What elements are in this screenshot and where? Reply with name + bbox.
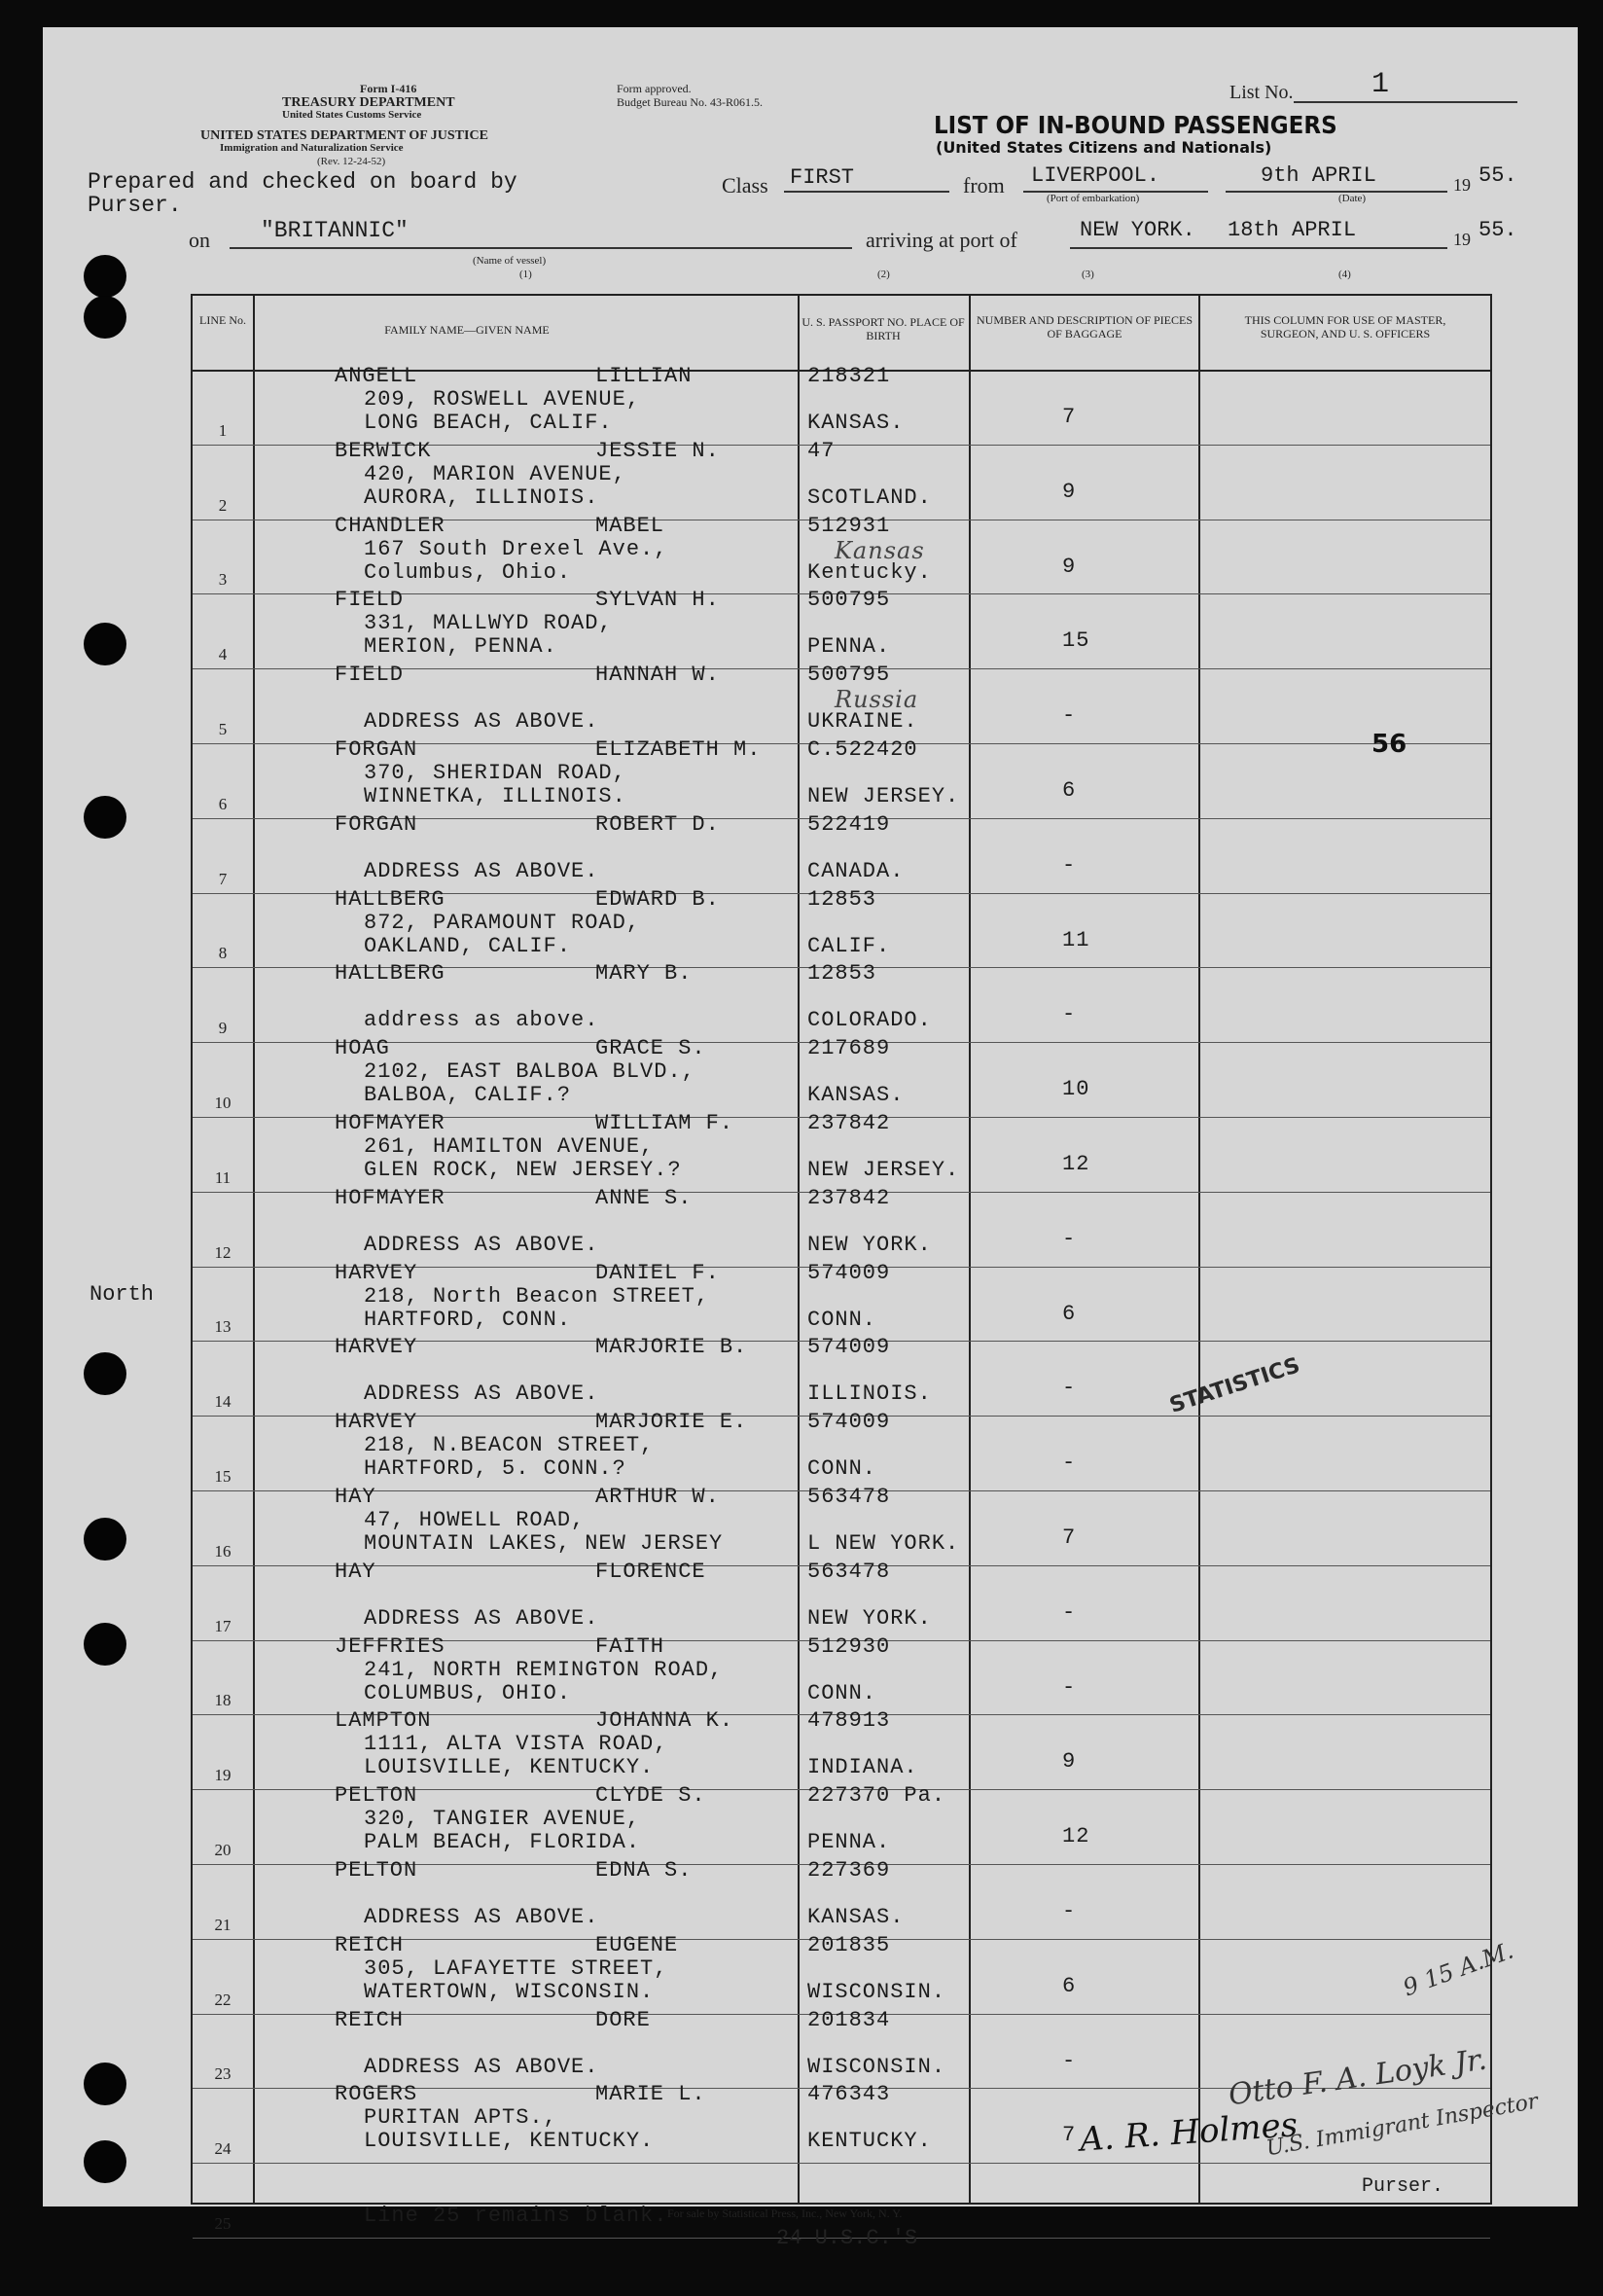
family-name: LAMPTON bbox=[335, 1708, 432, 1734]
baggage-count: 9 bbox=[1062, 554, 1077, 579]
birth-place: PENNA. bbox=[807, 634, 891, 660]
table-row bbox=[193, 1185, 1490, 1268]
punch-hole bbox=[84, 1352, 126, 1395]
passport-number: 574009 bbox=[807, 1410, 891, 1435]
baggage-count: 9 bbox=[1062, 479, 1077, 504]
passport-number: 476343 bbox=[807, 2082, 891, 2107]
address-line-2: AURORA, ILLINOIS. bbox=[364, 484, 599, 510]
address-line-1: 218, North Beacon STREET, bbox=[364, 1283, 710, 1309]
baggage-count: 6 bbox=[1062, 778, 1077, 803]
family-name: REICH bbox=[335, 1932, 405, 1957]
address-line-1: 872, PARAMOUNT ROAD, bbox=[364, 910, 641, 935]
treasury-dept: TREASURY DEPARTMENT bbox=[282, 95, 455, 110]
prepared-note-2: Purser. bbox=[88, 193, 182, 218]
col-passport-header: U. S. PASSPORT NO. PLACE OF BIRTH bbox=[802, 315, 965, 342]
given-name: FLORENCE bbox=[595, 1559, 706, 1584]
table-row bbox=[193, 1783, 1490, 1865]
punch-hole bbox=[84, 296, 126, 339]
address-line-2: ADDRESS AS ABOVE. bbox=[364, 858, 599, 883]
passport-number: 512930 bbox=[807, 1633, 891, 1659]
passport-number: 522419 bbox=[807, 811, 891, 837]
family-name: HALLBERG bbox=[335, 886, 445, 912]
baggage-count: 9 bbox=[1062, 1749, 1077, 1775]
list-no-label: List No. bbox=[1229, 82, 1294, 103]
family-name: HALLBERG bbox=[335, 961, 445, 987]
given-name: MARJORIE E. bbox=[595, 1410, 748, 1435]
birth-place: Kentucky. bbox=[807, 559, 932, 585]
customs-service: United States Customs Service bbox=[282, 109, 422, 121]
given-name: ELIZABETH M. bbox=[595, 737, 762, 762]
table-row bbox=[193, 1260, 1490, 1343]
address-line-2: PALM BEACH, FLORIDA. bbox=[364, 1830, 641, 1855]
birth-place: CONN. bbox=[807, 1456, 877, 1482]
line-number: 18 bbox=[214, 1691, 232, 1710]
table-row bbox=[193, 1485, 1490, 1566]
line-number: 7 bbox=[218, 869, 228, 888]
line-number: 9 bbox=[218, 1019, 228, 1038]
line-number: 12 bbox=[214, 1242, 232, 1262]
line-number: 24 bbox=[214, 2139, 232, 2159]
address-line-1: 261, HAMILTON AVENUE, bbox=[364, 1134, 655, 1159]
given-name: MARJORIE B. bbox=[595, 1335, 748, 1360]
address-line-2: ADDRESS AS ABOVE. bbox=[364, 1905, 599, 1929]
purser-label: Purser. bbox=[1362, 2175, 1444, 2198]
baggage-count: - bbox=[1062, 852, 1077, 878]
arrival-port: NEW YORK. bbox=[1080, 218, 1195, 242]
baggage-count: - bbox=[1062, 1226, 1077, 1251]
class-label: Class bbox=[722, 173, 768, 197]
birth-place: KANSAS. bbox=[807, 1905, 905, 1929]
footer-press: For sale by Statistical Press, Inc., New York, N. Y. bbox=[667, 2206, 903, 2220]
birth-place: PENNA. bbox=[807, 1830, 891, 1855]
statistics-stamp: STATISTICS bbox=[1166, 1353, 1303, 1418]
passport-number: 218321 bbox=[807, 364, 891, 388]
table-row bbox=[193, 886, 1490, 969]
on-label: on bbox=[189, 228, 210, 252]
passport-number: 227369 bbox=[807, 1858, 891, 1883]
purser-signature: A. R. Holmes bbox=[1078, 2105, 1300, 2160]
address-line-2: COLUMBUS, OHIO. bbox=[364, 1680, 572, 1705]
given-name: GRACE S. bbox=[595, 1036, 706, 1061]
table-row bbox=[193, 1932, 1490, 2015]
address-line-1: 370, SHERIDAN ROAD, bbox=[364, 761, 626, 785]
baggage-count: 6 bbox=[1062, 1973, 1077, 1998]
line-number: 19 bbox=[214, 1766, 232, 1785]
address-line-2: ADDRESS AS ABOVE. bbox=[364, 709, 599, 735]
passport-number: 201835 bbox=[807, 1932, 891, 1957]
justice-dept: UNITED STATES DEPARTMENT OF JUSTICE bbox=[200, 128, 488, 143]
address-line-1: 420, MARION AVENUE, bbox=[364, 461, 626, 486]
line-number: 20 bbox=[214, 1840, 232, 1859]
list-no-value: 1 bbox=[1371, 68, 1390, 101]
address-line-2: OAKLAND, CALIF. bbox=[364, 933, 572, 958]
table-row bbox=[193, 364, 1490, 446]
family-name: HOAG bbox=[335, 1036, 390, 1061]
date-caption: (Date) bbox=[1338, 193, 1367, 204]
family-name: ROGERS bbox=[335, 2082, 418, 2107]
birth-place: SCOTLAND. bbox=[807, 484, 932, 510]
given-name: ARTHUR W. bbox=[595, 1485, 720, 1509]
passport-number: 227370 Pa. bbox=[807, 1783, 946, 1809]
address-line-1: 320, TANGIER AVENUE, bbox=[364, 1807, 641, 1832]
officer-mark: 56 bbox=[1371, 730, 1407, 759]
given-name: CLYDE S. bbox=[595, 1783, 706, 1809]
year-prefix: 19 bbox=[1453, 175, 1471, 195]
birth-place: CALIF. bbox=[807, 933, 891, 958]
family-name: REICH bbox=[335, 2007, 405, 2032]
baggage-count: - bbox=[1062, 703, 1077, 729]
baggage-count: 15 bbox=[1062, 628, 1090, 654]
given-name: DANIEL F. bbox=[595, 1260, 720, 1285]
family-name: HARVEY bbox=[335, 1410, 418, 1435]
given-name: SYLVAN H. bbox=[595, 588, 720, 613]
address-line-2: ADDRESS AS ABOVE. bbox=[364, 1381, 599, 1407]
form-approved: Form approved. bbox=[617, 82, 692, 95]
handwritten-correction: Kansas bbox=[835, 536, 925, 564]
passport-number: 500795 bbox=[807, 663, 891, 688]
line-number: 11 bbox=[214, 1167, 232, 1187]
margin-note: North bbox=[89, 1282, 155, 1307]
family-name: BERWICK bbox=[335, 438, 432, 463]
given-name: WILLIAM F. bbox=[595, 1111, 734, 1135]
baggage-count: 7 bbox=[1062, 1525, 1077, 1550]
table-row bbox=[193, 1559, 1490, 1641]
table-row bbox=[193, 1633, 1490, 1716]
address-line-2: LOUISVILLE, KENTUCKY. bbox=[364, 1755, 655, 1780]
address-line-2: MOUNTAIN LAKES, NEW JERSEY bbox=[364, 1531, 724, 1556]
line-number: 21 bbox=[214, 1915, 232, 1934]
footer-code: 24 U.S.C.'S bbox=[776, 2226, 918, 2250]
line-number: 22 bbox=[214, 1990, 232, 2009]
baggage-count: - bbox=[1062, 1451, 1077, 1476]
passport-number: 563478 bbox=[807, 1485, 891, 1509]
given-name: MARY B. bbox=[595, 961, 693, 987]
arrival-date: 18th APRIL bbox=[1228, 218, 1357, 242]
baggage-count: - bbox=[1062, 2048, 1077, 2073]
depart-date: 9th APRIL bbox=[1261, 163, 1376, 188]
passport-number: 574009 bbox=[807, 1335, 891, 1360]
col-caption-4: (4) bbox=[1338, 269, 1351, 280]
family-name: HARVEY bbox=[335, 1335, 418, 1360]
baggage-count: - bbox=[1062, 1599, 1077, 1625]
birth-place: L NEW YORK. bbox=[807, 1531, 960, 1556]
passport-number: 12853 bbox=[807, 886, 877, 912]
embark-caption: (Port of embarkation) bbox=[1047, 193, 1140, 204]
family-name: HOFMAYER bbox=[335, 1111, 445, 1135]
given-name: EUGENE bbox=[595, 1932, 679, 1957]
family-name: HAY bbox=[335, 1559, 376, 1584]
address-line-1: 47, HOWELL ROAD, bbox=[364, 1508, 586, 1532]
given-name: MABEL bbox=[595, 513, 665, 538]
given-name: FAITH bbox=[595, 1633, 665, 1659]
line-number: 8 bbox=[218, 944, 228, 963]
address-line-1: 305, LAFAYETTE STREET, bbox=[364, 1955, 668, 1981]
year-value: 55. bbox=[1478, 163, 1517, 188]
given-name: DORE bbox=[595, 2007, 651, 2032]
birth-place: INDIANA. bbox=[807, 1755, 918, 1780]
line-number: 1 bbox=[218, 420, 228, 440]
birth-place: COLORADO. bbox=[807, 1008, 932, 1033]
baggage-count: 7 bbox=[1062, 2123, 1077, 2148]
passport-number: 12853 bbox=[807, 961, 877, 987]
inspector-signature: Otto F. A. Loyk Jr. bbox=[1226, 2042, 1489, 2113]
birth-place: NEW JERSEY. bbox=[807, 1158, 960, 1182]
col-officers-header: THIS COLUMN FOR USE OF MASTER, SURGEON, AND U. S. OFFICERS bbox=[1244, 313, 1446, 341]
punch-hole bbox=[84, 2140, 126, 2183]
table-row bbox=[193, 588, 1490, 669]
table-row bbox=[193, 513, 1490, 595]
form-revision: (Rev. 12-24-52) bbox=[317, 156, 386, 167]
baggage-count: - bbox=[1062, 1899, 1077, 1923]
col-line-header: LINE No. bbox=[199, 313, 246, 327]
punch-hole bbox=[84, 1623, 126, 1666]
line-number: 4 bbox=[218, 645, 228, 664]
form-number: Form I-416 bbox=[360, 82, 417, 95]
address-line-2: HARTFORD, 5. CONN.? bbox=[364, 1456, 626, 1482]
passport-number: 563478 bbox=[807, 1559, 891, 1584]
given-name: JESSIE N. bbox=[595, 438, 720, 463]
given-name: MARIE L. bbox=[595, 2082, 706, 2107]
given-name: ANNE S. bbox=[595, 1185, 693, 1210]
address-line-2: HARTFORD, CONN. bbox=[364, 1307, 572, 1332]
birth-place: WISCONSIN. bbox=[807, 2054, 946, 2079]
baggage-count: - bbox=[1062, 1002, 1077, 1027]
baggage-count: - bbox=[1062, 1376, 1077, 1401]
passport-number: 478913 bbox=[807, 1708, 891, 1734]
line-number: 2 bbox=[218, 495, 228, 515]
family-name: FIELD bbox=[335, 588, 405, 613]
birth-place: NEW YORK. bbox=[807, 1232, 932, 1257]
punch-hole bbox=[84, 255, 126, 298]
table-row bbox=[193, 1410, 1490, 1491]
line-number: 23 bbox=[214, 2064, 232, 2084]
table-row bbox=[193, 1036, 1490, 1118]
family-name: JEFFRIES bbox=[335, 1633, 445, 1659]
baggage-count: 7 bbox=[1062, 405, 1077, 429]
given-name: HANNAH W. bbox=[595, 663, 720, 688]
from-label: from bbox=[963, 173, 1005, 197]
address-line-1: 167 South Drexel Ave., bbox=[364, 536, 668, 561]
birth-place: CANADA. bbox=[807, 858, 905, 883]
birth-place: ILLINOIS. bbox=[807, 1381, 932, 1407]
arrival-year-prefix: 19 bbox=[1453, 230, 1471, 249]
table-row bbox=[193, 811, 1490, 894]
family-name: FIELD bbox=[335, 663, 405, 688]
family-name: HARVEY bbox=[335, 1260, 418, 1285]
table-row bbox=[193, 961, 1490, 1043]
passport-number: 237842 bbox=[807, 1111, 891, 1135]
passport-number: 574009 bbox=[807, 1260, 891, 1285]
passport-number: C.522420 bbox=[807, 737, 918, 762]
vessel-name: "BRITANNIC" bbox=[261, 218, 409, 243]
family-name: PELTON bbox=[335, 1783, 418, 1809]
col-caption-1: (1) bbox=[519, 269, 532, 280]
address-line-2: GLEN ROCK, NEW JERSEY.? bbox=[364, 1158, 682, 1182]
family-name: CHANDLER bbox=[335, 513, 445, 538]
address-line-2: LOUISVILLE, KENTUCKY. bbox=[364, 2129, 655, 2154]
family-name: PELTON bbox=[335, 1858, 418, 1883]
form-subtitle: (United States Citizens and Nationals) bbox=[936, 138, 1272, 157]
line-number: 5 bbox=[218, 719, 228, 738]
address-line-1: PURITAN APTS., bbox=[364, 2105, 557, 2131]
family-name: FORGAN bbox=[335, 811, 418, 837]
line-number: 17 bbox=[214, 1616, 232, 1635]
address-line-2: BALBOA, CALIF.? bbox=[364, 1083, 572, 1108]
baggage-count: 10 bbox=[1062, 1077, 1090, 1102]
address-line-1: 1111, ALTA VISTA ROAD, bbox=[364, 1732, 668, 1757]
table-row bbox=[193, 1858, 1490, 1940]
punch-hole bbox=[84, 796, 126, 839]
birth-place: CONN. bbox=[807, 1680, 877, 1705]
table-row bbox=[193, 663, 1490, 744]
arriving-label: arriving at port of bbox=[866, 228, 1017, 252]
line-number: 15 bbox=[214, 1466, 232, 1486]
embark-port: LIVERPOOL. bbox=[1031, 163, 1160, 188]
address-line-1: 241, NORTH REMINGTON ROAD, bbox=[364, 1657, 724, 1682]
given-name: LILLIAN bbox=[595, 364, 693, 388]
baggage-count: 6 bbox=[1062, 1301, 1077, 1326]
baggage-count: 11 bbox=[1062, 927, 1090, 952]
table-row bbox=[193, 1111, 1490, 1193]
address-line-1: 218, N.BEACON STREET, bbox=[364, 1433, 655, 1458]
address-line-2: ADDRESS AS ABOVE. bbox=[364, 1605, 599, 1631]
address-line-2: WATERTOWN, WISCONSIN. bbox=[364, 1979, 655, 2004]
baggage-count: 12 bbox=[1062, 1824, 1090, 1849]
address-line-1: 2102, EAST BALBOA BLVD., bbox=[364, 1059, 695, 1085]
birth-place: UKRAINE. bbox=[807, 709, 918, 735]
line-number: 14 bbox=[214, 1392, 232, 1412]
birth-place: KENTUCKY. bbox=[807, 2129, 932, 2154]
punch-hole bbox=[84, 1518, 126, 1561]
given-name: EDWARD B. bbox=[595, 886, 720, 912]
line-number: 3 bbox=[218, 570, 228, 590]
passport-number: 500795 bbox=[807, 588, 891, 613]
address-line-2: WINNETKA, ILLINOIS. bbox=[364, 784, 626, 808]
handwritten-correction: Russia bbox=[835, 686, 919, 714]
birth-place: NEW JERSEY. bbox=[807, 784, 960, 808]
line-number: 10 bbox=[214, 1093, 232, 1112]
line-number: 6 bbox=[218, 794, 228, 813]
arrival-year: 55. bbox=[1478, 218, 1517, 242]
passport-number: 201834 bbox=[807, 2007, 891, 2032]
family-name: ANGELL bbox=[335, 364, 418, 388]
line-number: 13 bbox=[214, 1317, 232, 1337]
birth-place: KANSAS. bbox=[807, 1083, 905, 1108]
address-line-2: Columbus, Ohio. bbox=[364, 559, 572, 585]
vessel-caption: (Name of vessel) bbox=[473, 255, 547, 267]
inspector-title: U.S. Immigrant Inspector bbox=[1264, 2089, 1541, 2162]
given-name: EDNA S. bbox=[595, 1858, 693, 1883]
table-row bbox=[193, 1708, 1490, 1790]
address-line-2: ADDRESS AS ABOVE. bbox=[364, 2054, 599, 2079]
col-baggage-header: NUMBER AND DESCRIPTION OF PIECES OF BAGGAGE bbox=[976, 313, 1193, 341]
passport-number: 217689 bbox=[807, 1036, 891, 1061]
line-number: 16 bbox=[214, 1541, 232, 1561]
birth-place: WISCONSIN. bbox=[807, 1979, 946, 2004]
passport-number: 237842 bbox=[807, 1185, 891, 1210]
punch-hole bbox=[84, 623, 126, 665]
ins-service: Immigration and Naturalization Service bbox=[220, 142, 404, 154]
given-name: ROBERT D. bbox=[595, 811, 720, 837]
baggage-count: - bbox=[1062, 1674, 1077, 1700]
passport-number: 512931 bbox=[807, 513, 891, 538]
birth-place: CONN. bbox=[807, 1307, 877, 1332]
address-line-2: ADDRESS AS ABOVE. bbox=[364, 1232, 599, 1257]
address-line-1: 331, MALLWYD ROAD, bbox=[364, 611, 613, 636]
address-line-2: MERION, PENNA. bbox=[364, 634, 557, 660]
passport-number: 47 bbox=[807, 438, 836, 463]
baggage-count: 12 bbox=[1062, 1152, 1090, 1176]
col-caption-2: (2) bbox=[877, 269, 890, 280]
family-name: HOFMAYER bbox=[335, 1185, 445, 1210]
birth-place: KANSAS. bbox=[807, 411, 905, 435]
table-row bbox=[193, 737, 1490, 819]
address-line-2: Line 25 remains blank. bbox=[364, 2204, 668, 2229]
prepared-note: Prepared and checked on board by bbox=[88, 169, 517, 195]
col-caption-3: (3) bbox=[1082, 269, 1094, 280]
address-line-1: 209, ROSWELL AVENUE, bbox=[364, 387, 641, 412]
family-name: HAY bbox=[335, 1485, 376, 1509]
given-name: JOHANNA K. bbox=[595, 1708, 734, 1734]
handwritten-time: 9 15 A.M. bbox=[1399, 1936, 1517, 2002]
form-title: LIST OF IN-BOUND PASSENGERS bbox=[934, 111, 1337, 139]
class-value: FIRST bbox=[790, 165, 855, 190]
budget-bureau: Budget Bureau No. 43-R061.5. bbox=[617, 95, 763, 109]
address-line-2: address as above. bbox=[364, 1008, 599, 1033]
family-name: FORGAN bbox=[335, 737, 418, 762]
col-name-header: FAMILY NAME—GIVEN NAME bbox=[384, 323, 550, 337]
address-line-2: LONG BEACH, CALIF. bbox=[364, 411, 613, 435]
table-row bbox=[193, 438, 1490, 520]
punch-hole bbox=[84, 2063, 126, 2105]
line-number: 25 bbox=[214, 2213, 232, 2233]
birth-place: NEW YORK. bbox=[807, 1605, 932, 1631]
